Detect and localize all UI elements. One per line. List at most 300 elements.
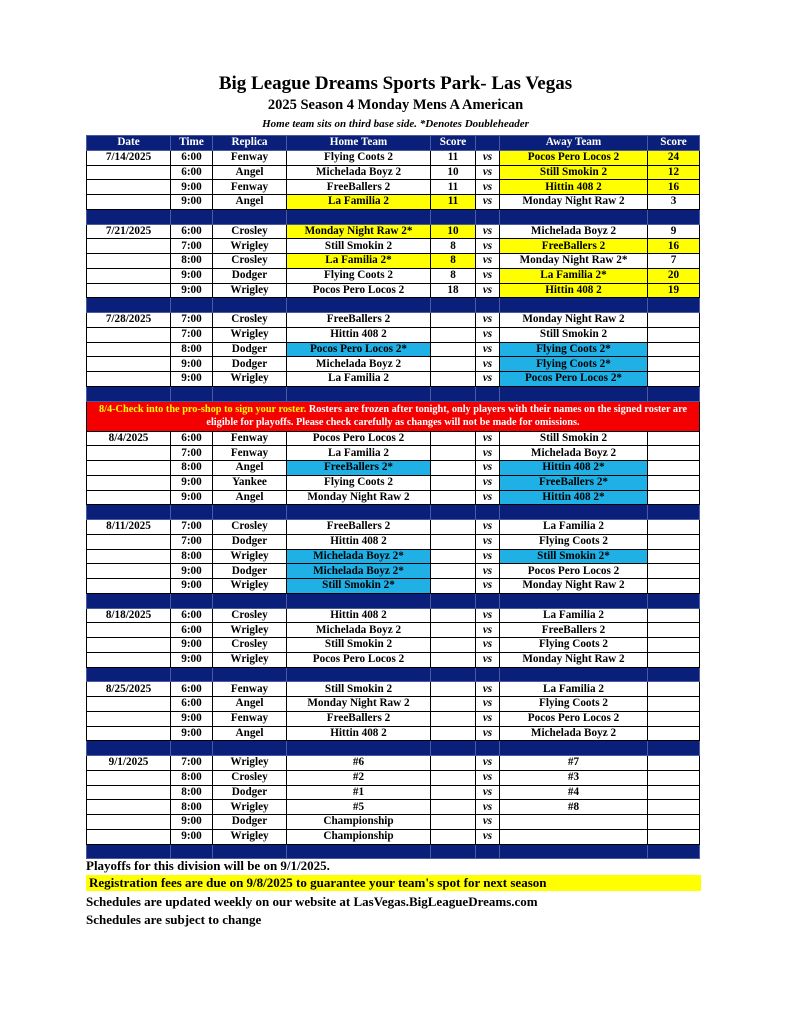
- game-time: 9:00: [171, 638, 213, 653]
- game-row: [87, 446, 700, 461]
- away-team: FreeBallers 2*: [500, 475, 648, 490]
- away-team: Hittin 408 2*: [500, 490, 648, 505]
- separator-cell: [213, 386, 287, 401]
- game-replica: Dodger: [213, 357, 287, 372]
- vs-label: vs: [476, 461, 500, 476]
- separator-cell: [87, 209, 171, 224]
- away-score: [648, 357, 700, 372]
- game-row: [87, 283, 700, 298]
- separator-cell: [213, 667, 287, 682]
- home-score: [431, 431, 476, 446]
- home-score: [431, 342, 476, 357]
- separator-cell: [476, 667, 500, 682]
- separator-cell: [431, 386, 476, 401]
- game-row: [87, 195, 700, 210]
- game-time: 9:00: [171, 829, 213, 844]
- away-score: [648, 549, 700, 564]
- separator-cell: [431, 505, 476, 520]
- separator-cell: [287, 386, 431, 401]
- game-date: [87, 697, 171, 712]
- game-row: [87, 534, 700, 549]
- game-date: [87, 180, 171, 195]
- game-date: [87, 564, 171, 579]
- home-score: [431, 623, 476, 638]
- separator-cell: [287, 298, 431, 313]
- separator-cell: [431, 298, 476, 313]
- home-team: #6: [287, 756, 431, 771]
- game-time: 7:00: [171, 534, 213, 549]
- game-time: 6:00: [171, 623, 213, 638]
- game-row: [87, 579, 700, 594]
- away-score: 19: [648, 283, 700, 298]
- game-date: [87, 461, 171, 476]
- game-row: [87, 165, 700, 180]
- vs-label: vs: [476, 623, 500, 638]
- home-score: [431, 313, 476, 328]
- game-row: [87, 520, 700, 535]
- away-score: [648, 756, 700, 771]
- separator-cell: [171, 386, 213, 401]
- home-score: [431, 756, 476, 771]
- home-score: 8: [431, 254, 476, 269]
- game-time: 9:00: [171, 652, 213, 667]
- separator-cell: [287, 741, 431, 756]
- game-row: [87, 372, 700, 387]
- home-score: [431, 652, 476, 667]
- game-replica: Dodger: [213, 564, 287, 579]
- game-time: 6:00: [171, 608, 213, 623]
- separator-cell: [500, 298, 648, 313]
- game-time: 9:00: [171, 268, 213, 283]
- game-row: [87, 564, 700, 579]
- vs-label: vs: [476, 770, 500, 785]
- away-team: #3: [500, 770, 648, 785]
- vs-label: vs: [476, 549, 500, 564]
- separator-cell: [287, 505, 431, 520]
- game-time: 9:00: [171, 490, 213, 505]
- game-time: 6:00: [171, 224, 213, 239]
- roster-notice-text: Rosters are frozen after tonight, only players with their names on the signed roster are eligible for playoffs. Please check carefully as changes will not be made for omissions.: [206, 403, 688, 428]
- game-replica: Fenway: [213, 682, 287, 697]
- game-replica: Fenway: [213, 150, 287, 165]
- schedule-body: [87, 150, 700, 859]
- game-replica: Angel: [213, 461, 287, 476]
- vs-label: vs: [476, 327, 500, 342]
- home-score: [431, 534, 476, 549]
- game-row: [87, 490, 700, 505]
- game-date: 7/21/2025: [87, 224, 171, 239]
- away-team: La Familia 2*: [500, 268, 648, 283]
- game-row: [87, 150, 700, 165]
- home-team: La Familia 2: [287, 372, 431, 387]
- home-team: #2: [287, 770, 431, 785]
- game-row: [87, 726, 700, 741]
- playoffs-note: Playoffs for this division will be on 9/1/2025.: [86, 858, 330, 873]
- roster-notice-row: [87, 401, 700, 431]
- separator-cell: [171, 741, 213, 756]
- game-time: 7:00: [171, 520, 213, 535]
- separator-row: [87, 667, 700, 682]
- separator-cell: [431, 741, 476, 756]
- home-team: La Familia 2: [287, 195, 431, 210]
- col-replica: Replica: [213, 136, 287, 151]
- col-home-score: Score: [431, 136, 476, 151]
- home-team: #5: [287, 800, 431, 815]
- separator-cell: [648, 386, 700, 401]
- vs-label: vs: [476, 682, 500, 697]
- separator-cell: [476, 298, 500, 313]
- separator-row: [87, 505, 700, 520]
- home-team: Flying Coots 2: [287, 475, 431, 490]
- vs-label: vs: [476, 785, 500, 800]
- game-date: [87, 490, 171, 505]
- game-replica: Wrigley: [213, 800, 287, 815]
- game-date: 8/4/2025: [87, 431, 171, 446]
- separator-cell: [500, 844, 648, 859]
- home-team: Flying Coots 2: [287, 150, 431, 165]
- home-team: FreeBallers 2: [287, 180, 431, 195]
- away-team: Flying Coots 2*: [500, 357, 648, 372]
- game-date: [87, 800, 171, 815]
- game-time: 9:00: [171, 475, 213, 490]
- game-row: [87, 756, 700, 771]
- away-team: Still Smokin 2: [500, 165, 648, 180]
- home-score: [431, 475, 476, 490]
- vs-label: vs: [476, 829, 500, 844]
- game-date: [87, 357, 171, 372]
- separator-cell: [500, 741, 648, 756]
- vs-label: vs: [476, 608, 500, 623]
- vs-label: vs: [476, 534, 500, 549]
- home-team: FreeBallers 2: [287, 520, 431, 535]
- away-team: Monday Night Raw 2: [500, 313, 648, 328]
- separator-cell: [500, 667, 648, 682]
- registration-note: Registration fees are due on 9/8/2025 to guarantee your team's spot for next season: [86, 875, 701, 891]
- home-score: [431, 638, 476, 653]
- away-score: [648, 829, 700, 844]
- separator-cell: [476, 741, 500, 756]
- vs-label: vs: [476, 195, 500, 210]
- home-score: [431, 770, 476, 785]
- away-team: Michelada Boyz 2: [500, 446, 648, 461]
- vs-label: vs: [476, 150, 500, 165]
- col-away-team: Away Team: [500, 136, 648, 151]
- home-score: [431, 520, 476, 535]
- away-team: Flying Coots 2: [500, 534, 648, 549]
- page-title: Big League Dreams Sports Park- Las Vegas: [218, 73, 573, 94]
- vs-label: vs: [476, 697, 500, 712]
- separator-cell: [171, 667, 213, 682]
- vs-label: vs: [476, 756, 500, 771]
- away-score: [648, 342, 700, 357]
- separator-cell: [476, 505, 500, 520]
- separator-cell: [287, 667, 431, 682]
- away-score: 16: [648, 239, 700, 254]
- game-time: 8:00: [171, 800, 213, 815]
- home-score: [431, 608, 476, 623]
- home-score: 11: [431, 150, 476, 165]
- roster-notice: [87, 401, 700, 431]
- away-team: Monday Night Raw 2: [500, 652, 648, 667]
- game-time: 7:00: [171, 313, 213, 328]
- game-replica: Angel: [213, 697, 287, 712]
- home-score: 10: [431, 165, 476, 180]
- away-score: [648, 461, 700, 476]
- game-date: [87, 829, 171, 844]
- home-score: 8: [431, 239, 476, 254]
- separator-cell: [87, 667, 171, 682]
- home-team: Championship: [287, 815, 431, 830]
- game-row: [87, 623, 700, 638]
- game-replica: Angel: [213, 165, 287, 180]
- vs-label: vs: [476, 342, 500, 357]
- home-team: Michelada Boyz 2: [287, 165, 431, 180]
- game-replica: Fenway: [213, 711, 287, 726]
- away-score: 7: [648, 254, 700, 269]
- game-row: [87, 682, 700, 697]
- home-team: FreeBallers 2: [287, 711, 431, 726]
- game-replica: Wrigley: [213, 623, 287, 638]
- vs-label: vs: [476, 564, 500, 579]
- game-date: [87, 195, 171, 210]
- game-time: 9:00: [171, 579, 213, 594]
- game-time: 8:00: [171, 549, 213, 564]
- away-team: Hittin 408 2*: [500, 461, 648, 476]
- home-team: Hittin 408 2: [287, 726, 431, 741]
- separator-cell: [171, 593, 213, 608]
- separator-cell: [431, 844, 476, 859]
- game-row: [87, 461, 700, 476]
- separator-cell: [213, 505, 287, 520]
- away-team: FreeBallers 2: [500, 239, 648, 254]
- game-row: [87, 327, 700, 342]
- separator-cell: [287, 209, 431, 224]
- game-date: [87, 549, 171, 564]
- game-date: [87, 815, 171, 830]
- home-score: [431, 461, 476, 476]
- game-date: [87, 726, 171, 741]
- game-date: [87, 254, 171, 269]
- away-team: #4: [500, 785, 648, 800]
- separator-cell: [213, 209, 287, 224]
- away-team: La Familia 2: [500, 682, 648, 697]
- game-replica: Wrigley: [213, 327, 287, 342]
- game-time: 6:00: [171, 682, 213, 697]
- game-replica: Dodger: [213, 815, 287, 830]
- vs-label: vs: [476, 165, 500, 180]
- away-team: Michelada Boyz 2: [500, 224, 648, 239]
- game-time: 6:00: [171, 697, 213, 712]
- separator-cell: [476, 386, 500, 401]
- game-time: 7:00: [171, 239, 213, 254]
- home-team: La Familia 2*: [287, 254, 431, 269]
- game-row: [87, 254, 700, 269]
- game-replica: Angel: [213, 726, 287, 741]
- game-row: [87, 180, 700, 195]
- away-score: [648, 534, 700, 549]
- home-score: 10: [431, 224, 476, 239]
- away-score: [648, 520, 700, 535]
- away-team: Pocos Pero Locos 2: [500, 711, 648, 726]
- away-score: [648, 608, 700, 623]
- away-score: 12: [648, 165, 700, 180]
- vs-label: vs: [476, 726, 500, 741]
- game-replica: Wrigley: [213, 829, 287, 844]
- game-row: [87, 268, 700, 283]
- home-team: Monday Night Raw 2: [287, 697, 431, 712]
- home-team: Michelada Boyz 2*: [287, 564, 431, 579]
- home-score: 11: [431, 180, 476, 195]
- home-team: FreeBallers 2*: [287, 461, 431, 476]
- vs-label: vs: [476, 283, 500, 298]
- separator-row: [87, 593, 700, 608]
- away-team: La Familia 2: [500, 608, 648, 623]
- separator-cell: [476, 844, 500, 859]
- game-date: [87, 534, 171, 549]
- separator-cell: [171, 505, 213, 520]
- vs-label: vs: [476, 254, 500, 269]
- away-team: Pocos Pero Locos 2: [500, 564, 648, 579]
- game-date: [87, 165, 171, 180]
- separator-cell: [431, 593, 476, 608]
- separator-cell: [476, 593, 500, 608]
- game-date: 9/1/2025: [87, 756, 171, 771]
- vs-label: vs: [476, 490, 500, 505]
- game-row: [87, 815, 700, 830]
- game-replica: Wrigley: [213, 652, 287, 667]
- home-score: 8: [431, 268, 476, 283]
- game-replica: Wrigley: [213, 283, 287, 298]
- game-time: 6:00: [171, 150, 213, 165]
- vs-label: vs: [476, 446, 500, 461]
- separator-cell: [213, 298, 287, 313]
- game-date: [87, 652, 171, 667]
- separator-cell: [87, 844, 171, 859]
- col-date: Date: [87, 136, 171, 151]
- game-time: 9:00: [171, 726, 213, 741]
- away-team: #7: [500, 756, 648, 771]
- game-time: 8:00: [171, 770, 213, 785]
- away-score: [648, 770, 700, 785]
- home-score: [431, 829, 476, 844]
- game-replica: Angel: [213, 490, 287, 505]
- game-time: 8:00: [171, 254, 213, 269]
- separator-cell: [500, 386, 648, 401]
- game-date: 8/25/2025: [87, 682, 171, 697]
- game-replica: Crosley: [213, 770, 287, 785]
- vs-label: vs: [476, 357, 500, 372]
- separator-cell: [87, 505, 171, 520]
- game-replica: Wrigley: [213, 579, 287, 594]
- game-replica: Dodger: [213, 342, 287, 357]
- away-team: Michelada Boyz 2: [500, 726, 648, 741]
- home-score: [431, 800, 476, 815]
- home-team: Pocos Pero Locos 2: [287, 431, 431, 446]
- away-score: 24: [648, 150, 700, 165]
- game-time: 9:00: [171, 357, 213, 372]
- roster-notice-highlight: 8/4-Check into the pro-shop to sign your roster.: [98, 403, 307, 415]
- home-team: Still Smokin 2: [287, 239, 431, 254]
- game-replica: Fenway: [213, 446, 287, 461]
- game-time: 9:00: [171, 372, 213, 387]
- away-score: 20: [648, 268, 700, 283]
- away-team: #8: [500, 800, 648, 815]
- vs-label: vs: [476, 815, 500, 830]
- game-date: 7/28/2025: [87, 313, 171, 328]
- separator-cell: [476, 209, 500, 224]
- separator-cell: [87, 298, 171, 313]
- away-team: Monday Night Raw 2: [500, 195, 648, 210]
- vs-label: vs: [476, 431, 500, 446]
- home-team: Hittin 408 2: [287, 608, 431, 623]
- game-replica: Crosley: [213, 313, 287, 328]
- game-date: [87, 283, 171, 298]
- home-team: Still Smokin 2*: [287, 579, 431, 594]
- vs-label: vs: [476, 579, 500, 594]
- game-date: [87, 623, 171, 638]
- header-row: [87, 136, 700, 151]
- home-score: 11: [431, 195, 476, 210]
- home-team: Still Smokin 2: [287, 638, 431, 653]
- game-date: [87, 327, 171, 342]
- game-row: [87, 785, 700, 800]
- home-team: Hittin 408 2: [287, 534, 431, 549]
- home-score: [431, 564, 476, 579]
- away-score: [648, 446, 700, 461]
- vs-label: vs: [476, 180, 500, 195]
- away-team: Pocos Pero Locos 2: [500, 150, 648, 165]
- game-replica: Wrigley: [213, 372, 287, 387]
- separator-cell: [648, 209, 700, 224]
- away-team: Still Smokin 2: [500, 327, 648, 342]
- website-note: Schedules are updated weekly on our website at LasVegas.BigLeagueDreams.com: [86, 894, 538, 909]
- game-replica: Crosley: [213, 608, 287, 623]
- home-team: Monday Night Raw 2: [287, 490, 431, 505]
- home-score: [431, 711, 476, 726]
- schedule-note: Home team sits on third base side. *Denotes Doubleheader: [262, 118, 529, 130]
- vs-label: vs: [476, 313, 500, 328]
- game-replica: Dodger: [213, 785, 287, 800]
- game-time: 9:00: [171, 195, 213, 210]
- game-replica: Crosley: [213, 638, 287, 653]
- home-team: Flying Coots 2: [287, 268, 431, 283]
- game-date: [87, 446, 171, 461]
- game-time: 7:00: [171, 446, 213, 461]
- vs-label: vs: [476, 239, 500, 254]
- away-score: 9: [648, 224, 700, 239]
- away-score: [648, 638, 700, 653]
- game-replica: Wrigley: [213, 549, 287, 564]
- away-team: Monday Night Raw 2*: [500, 254, 648, 269]
- home-score: [431, 357, 476, 372]
- vs-label: vs: [476, 800, 500, 815]
- game-time: 8:00: [171, 461, 213, 476]
- away-score: [648, 372, 700, 387]
- vs-label: vs: [476, 268, 500, 283]
- separator-cell: [213, 741, 287, 756]
- separator-cell: [648, 844, 700, 859]
- game-date: [87, 785, 171, 800]
- game-date: 7/14/2025: [87, 150, 171, 165]
- away-score: [648, 623, 700, 638]
- game-row: [87, 239, 700, 254]
- away-team: Flying Coots 2: [500, 697, 648, 712]
- separator-cell: [213, 593, 287, 608]
- game-replica: Crosley: [213, 520, 287, 535]
- vs-label: vs: [476, 372, 500, 387]
- game-replica: Fenway: [213, 431, 287, 446]
- game-date: [87, 372, 171, 387]
